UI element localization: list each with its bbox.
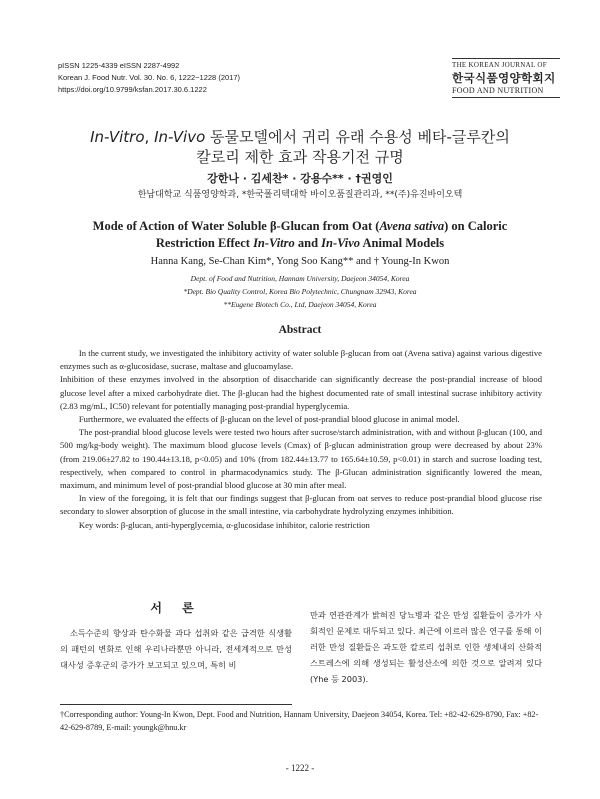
abstract-heading: Abstract bbox=[278, 324, 322, 336]
abstract-paragraph-2: Inhibition of these enzymes involved in the absorption of disaccharide can significantly decrease the post-prandial increase of blood glucose level after a mixed carbohydrate diet. The β-glucan had the highest documented rate of small intestinal sucrase inhibitory activity (2.83 mg/mL, IC50) relevant for potentially managing post-prandial hyperglycemia. bbox=[60, 374, 542, 411]
footnote-rule bbox=[60, 704, 292, 705]
journal-name-line3: FOOD AND NUTRITION bbox=[452, 86, 544, 95]
intro-paragraph-1: 소득수준의 향상과 탄수화물 과다 섭취와 같은 급격한 식생활의 패턴의 변화로 인해 우리나라뿐만 아니라, 전세계적으로 만성 대사성 증후군의 증가가 보고되고 있으며, 특히 비 bbox=[60, 628, 292, 670]
keywords: Key words: β-glucan, anti-hyperglycemia, α-glucosidase inhibitor, calorie restriction bbox=[78, 519, 370, 530]
body-column-left bbox=[60, 600, 292, 673]
section-heading-introduction: 서 론 bbox=[150, 601, 202, 615]
doi-link[interactable]: https://doi.org/10.9799/ksfan.2017.30.6.1222 bbox=[58, 85, 207, 94]
journal-top-rule bbox=[452, 58, 560, 59]
page-number: - 1222 - bbox=[285, 763, 315, 773]
title-invivo: In-Vivo bbox=[154, 128, 206, 146]
korean-affiliations: 한남대학교 식품영양학과, *한국폴리텍대학 바이오품질관리과, **(주)유진바이오텍 bbox=[137, 190, 463, 200]
corresponding-author-footnote: †Corresponding author: Young-In Kwon, Dept. Food and Nutrition, Hannam University, Daejeon 34054, Korea. Tel: +82-42-629-8790, Fax: +82-42-629-8789, E-mail: youngk@hnu.kr bbox=[60, 710, 539, 732]
english-affiliations bbox=[0, 272, 600, 311]
species-name: Avena sativa bbox=[379, 219, 445, 233]
journal-name-line1: THE KOREAN JOURNAL OF bbox=[452, 61, 547, 69]
abstract-paragraph-1: In the current study, we investigated the inhibitory activity of water soluble β-glucan from oat (Avena sativa) against various digestive enzymes such as α-glucosidase, sucrase, maltase and glucoamylase. bbox=[60, 348, 542, 372]
abstract-paragraph-4: The post-prandial blood glucose levels were tested two hours after sucrose/starch administration, with and without β-glucan (100, and 500 mg/kg-body weight). The maximum blood glucose levels (Cmax) of β-glucan administration group were decreased by about 23% (from 219.06±27.82 to 190.44±13.18, p<0.05) and 10% (from 182.44±13.77 to 165.64±10.59, p<0.01) in starch and sucrose loading test, respectively, when compared to control in pharmacodynamics study. The β-Glucan administration significantly lowered the mean, maximum, and minimum level of post-prandial blood glucose at 30 min after meal. bbox=[60, 427, 542, 491]
korean-authors: 강한나 · 김세찬* · 강용수** · †권영인 bbox=[207, 172, 393, 185]
journal-logo bbox=[452, 58, 560, 98]
affiliation-2: *Dept. Bio Quality Control, Korea Bio Polytechnic, Chungnam 32943, Korea bbox=[183, 287, 417, 296]
intro-paragraph-2: 만과 연관관계가 밝혀진 당뇨병과 같은 만성 질환들이 증가가 사회적인 문제로 대두되고 있다. 최근에 이르러 많은 연구를 통해 이러한 만성 질환들은 과도한 칼로리 섭취로 인한 생체내의 산화적 스트레스에 의해 생성되는 활성산소에 의한 것으로 알려져 있다(Yhe 등 2003). bbox=[310, 610, 542, 684]
abstract-paragraph-5: In view of the foregoing, it is felt that our findings suggest that β-glucan from oat serves to reduce post-prandial blood glucose rise secondary to slower absorption of glucose in the small intestine, via carbohydrate hydrolyzing enzymes inhibition. bbox=[60, 493, 542, 517]
affiliation-1: Dept. of Food and Nutrition, Hannam University, Daejeon 34054, Korea bbox=[190, 274, 410, 283]
title-invitro: In-Vitro bbox=[90, 128, 145, 146]
english-authors: Hanna Kang, Se-Chan Kim*, Yong Soo Kang** and † Young-In Kwon bbox=[150, 256, 450, 267]
citation-block bbox=[58, 60, 240, 96]
issn-line: pISSN 1225-4339 eISSN 2287-4992 bbox=[58, 61, 180, 70]
korean-title-line1: 동물모델에서 귀리 유래 수용성 베타-글루칸의 bbox=[205, 128, 510, 146]
abstract-paragraph-3: Furthermore, we evaluated the effects of β-glucan on the level of post-prandial blood glucose in animal model. bbox=[78, 414, 460, 425]
english-title: Mode of Action of Water Soluble β-Glucan from Oat (Avena sativa) on Caloric Restriction Effect In-Vitro and In-Vivo Animal Models bbox=[92, 219, 508, 250]
abstract-body bbox=[60, 347, 542, 532]
affiliation-3: **Eugene Biotech Co., Ltd, Daejeon 34054, Korea bbox=[223, 300, 377, 309]
journal-bottom-rule bbox=[452, 97, 560, 98]
korean-title-line2: 칼로리 제한 효과 작용기전 규명 bbox=[196, 148, 404, 166]
citation-line: Korean J. Food Nutr. Vol. 30. No. 6, 1222~1228 (2017) bbox=[58, 73, 240, 82]
body-column-right bbox=[310, 607, 542, 687]
journal-name-korean: 한국식품영양학회지 bbox=[452, 71, 556, 85]
korean-title: In-Vitro, In-Vivo 동물모델에서 귀리 유래 수용성 베타-글루칸의 칼로리 제한 효과 작용기전 규명 bbox=[0, 127, 600, 167]
